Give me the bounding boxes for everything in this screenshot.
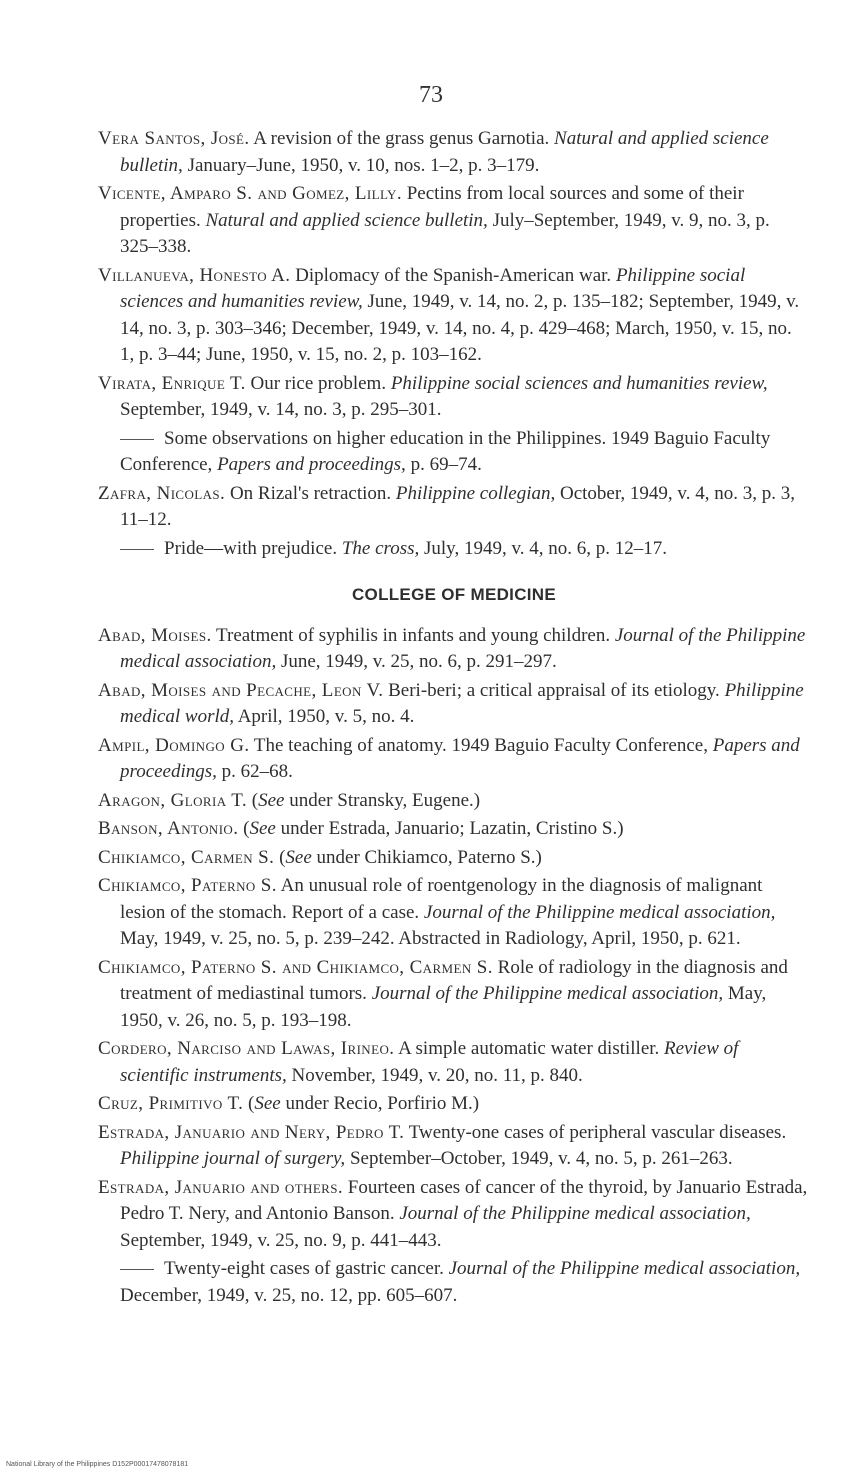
citation-journal: Philippine social sciences and humanities review, [390,372,768,394]
citation-author: Chikiamco, Paterno S. [98,875,277,896]
citation-title: ( [274,846,286,868]
citation-journal: Journal of the Philippine medical association, [120,624,806,672]
citation-details: April, 1950, v. 5, no. 4. [234,706,415,727]
citation-entry [98,873,810,953]
section-heading: COLLEGE OF MEDICINE [351,585,557,604]
citation-journal: See [285,846,312,868]
citation-author: Zafra, Nicolas. [98,482,226,504]
citation-journal: Natural and applied science bulletin, [205,209,488,231]
citation-author: Cruz, Primitivo T. [98,1093,244,1114]
citation-title: On Rizal's retraction. [225,482,396,504]
citation-journal: Philippine social sciences and humanities review, [120,264,746,312]
citation-entry [98,788,810,815]
citation-entry [98,1175,810,1255]
citation-title: A simple automatic water distiller. [394,1038,665,1059]
citation-details: June, 1949, v. 25, no. 6, p. 291–297. [276,651,557,672]
citation-title: Pectins from local sources and some of their properties. [120,183,744,231]
citation-journal: See [254,1093,281,1114]
citation-entry [98,536,810,563]
citation-journal: Journal of the Philippine medical association, [448,1258,801,1279]
citation-details: July, 1949, v. 4, no. 6, p. 12–17. [419,537,667,559]
citation-details: p. 62–68. [216,761,293,782]
citation-author: Estrada, Januario and Nery, Pedro T. [98,1121,405,1143]
citation-journal: Papers and proceedings, [217,454,406,475]
citation-entry [98,733,810,786]
citation-entry [98,181,810,261]
citation-title: Some observations on higher education in the Philippines. 1949 Baguio Faculty Conference, [120,427,771,475]
citation-author: Virata, Enrique T. [98,372,246,394]
citation-title: Beri-beri; a critical appraisal of its etiology. [383,679,725,701]
citation-journal: Philippine medical world, [120,679,804,727]
citation-details: September, 1949, v. 25, no. 9, p. 441–443. [120,1229,442,1251]
citation-journal: Philippine collegian, [395,482,556,504]
citation-details: December, 1949, v. 25, no. 12, pp. 605–607. [120,1284,458,1306]
citation-author: Chikiamco, Paterno S. and Chikiamco, Carmen S. [98,956,493,978]
citation-details: September–October, 1949, v. 4, no. 5, p. 261–263. [345,1148,733,1169]
citation-entry [98,263,810,369]
citation-title: Pride—with prejudice. [164,537,342,559]
citation-details: May, 1949, v. 25, no. 5, p. 239–242. Abstracted in Radiology, April, 1950, p. 621. [120,928,741,949]
citation-details: under Recio, Porfirio M.) [280,1093,480,1114]
citation-entry [98,955,810,1035]
citation-details: January–June, 1950, v. 10, nos. 1–2, p. 3–179. [182,154,540,176]
citation-entry [98,1091,810,1118]
citation-journal: Papers and proceedings, [120,734,800,782]
citation-details: under Stransky, Eugene.) [284,789,481,811]
citation-entry [98,816,810,843]
citation-author: Aragon, Gloria T. [98,789,248,811]
citation-journal: Review of scientific instruments, [120,1038,739,1086]
citation-journal: Journal of the Philippine medical association, [423,901,776,923]
citation-title: ( [247,789,259,811]
citation-details: May, 1950, v. 26, no. 5, p. 193–198. [120,983,767,1031]
citation-journal: See [258,789,285,811]
citation-entry [98,426,810,479]
citation-entry [98,1120,810,1173]
citation-details: p. 69–74. [405,454,482,475]
citation-details: July–September, 1949, v. 9, no. 3, p. 325–338. [120,209,770,257]
citation-author: Abad, Moises. [98,624,212,646]
citation-details: September, 1949, v. 14, no. 3, p. 295–301. [120,399,442,420]
citation-entry [98,678,810,731]
citation-author: Vera Santos, José. [98,128,250,149]
citation-title: Twenty-eight cases of gastric cancer. [164,1258,449,1279]
citation-author: Estrada, Januario and others. [98,1176,344,1198]
citation-title: ( [238,818,250,839]
citation-author: Ampil, Domingo G. [98,734,250,756]
citation-title: Treatment of syphilis in infants and young children. [211,624,615,646]
citation-entry [98,481,810,534]
citation-details: under Estrada, Januario; Lazatin, Cristino S.) [275,818,624,839]
footer-credit: National Library of the Philippines D152P00017478078181 [6,1461,189,1468]
citation-journal: The cross, [341,537,420,559]
citation-author: Vicente, Amparo S. and Gomez, Lilly. [98,183,402,204]
citation-title: Diplomacy of the Spanish-American war. [290,264,616,286]
citation-details: October, 1949, v. 4, no. 3, p. 3, 11–12. [120,482,795,530]
citation-entry [98,1036,810,1089]
citation-title: Role of radiology in the diagnosis and treatment of mediastinal tumors. [120,956,788,1004]
bibliography [98,126,810,1311]
citation-title: Fourteen cases of cancer of the thyroid, by Januario Estrada, Pedro T. Nery, and Antonio Banson. [120,1176,808,1224]
ditto-dash [120,549,154,550]
citation-author: Cordero, Narciso and Lawas, Irineo. [98,1038,395,1059]
page-number: 73 [419,82,443,108]
citation-journal: Natural and applied science bulletin, [120,128,769,176]
ditto-dash [120,1269,154,1270]
citation-entry [98,845,810,872]
citation-author: Abad, Moises and Pecache, Leon V. [98,679,384,701]
citation-author: Chikiamco, Carmen S. [98,846,275,868]
citation-title: Twenty-one cases of peripheral vascular diseases. [404,1121,787,1143]
citation-title: The teaching of anatomy. 1949 Baguio Faculty Conference, [249,734,713,756]
citation-author: Banson, Antonio. [98,818,239,839]
ditto-dash [120,439,154,440]
citation-details: under Chikiamco, Paterno S.) [311,846,542,868]
citation-entry [98,1256,810,1309]
citation-title: ( [243,1093,255,1114]
entries-before [98,126,810,562]
citation-title: An unusual role of roentgenology in the diagnosis of malignant lesion of the stomach. Report of a case. [120,875,763,923]
entries-after [98,623,810,1310]
citation-entry [98,623,810,676]
citation-journal: Philippine journal of surgery, [120,1148,346,1169]
citation-journal: See [249,818,276,839]
citation-title: A revision of the grass genus Garnotia. [249,128,555,149]
citation-author: Villanueva, Honesto A. [98,264,291,286]
citation-entry [98,371,810,424]
citation-details: June, 1949, v. 14, no. 2, p. 135–182; September, 1949, v. 14, no. 3, p. 303–346; December, 1949, v. 14, no. 4, p. 429–468; March, 1950, v. 15, no. 1, p. 3–44; June, 1950, v. 15, no. 2, p. 103–162. [120,291,800,365]
citation-journal: Journal of the Philippine medical association, [371,983,724,1004]
citation-title: Our rice problem. [245,372,391,394]
citation-journal: Journal of the Philippine medical association, [399,1203,751,1224]
citation-details: November, 1949, v. 20, no. 11, p. 840. [286,1064,583,1086]
citation-entry [98,126,810,179]
